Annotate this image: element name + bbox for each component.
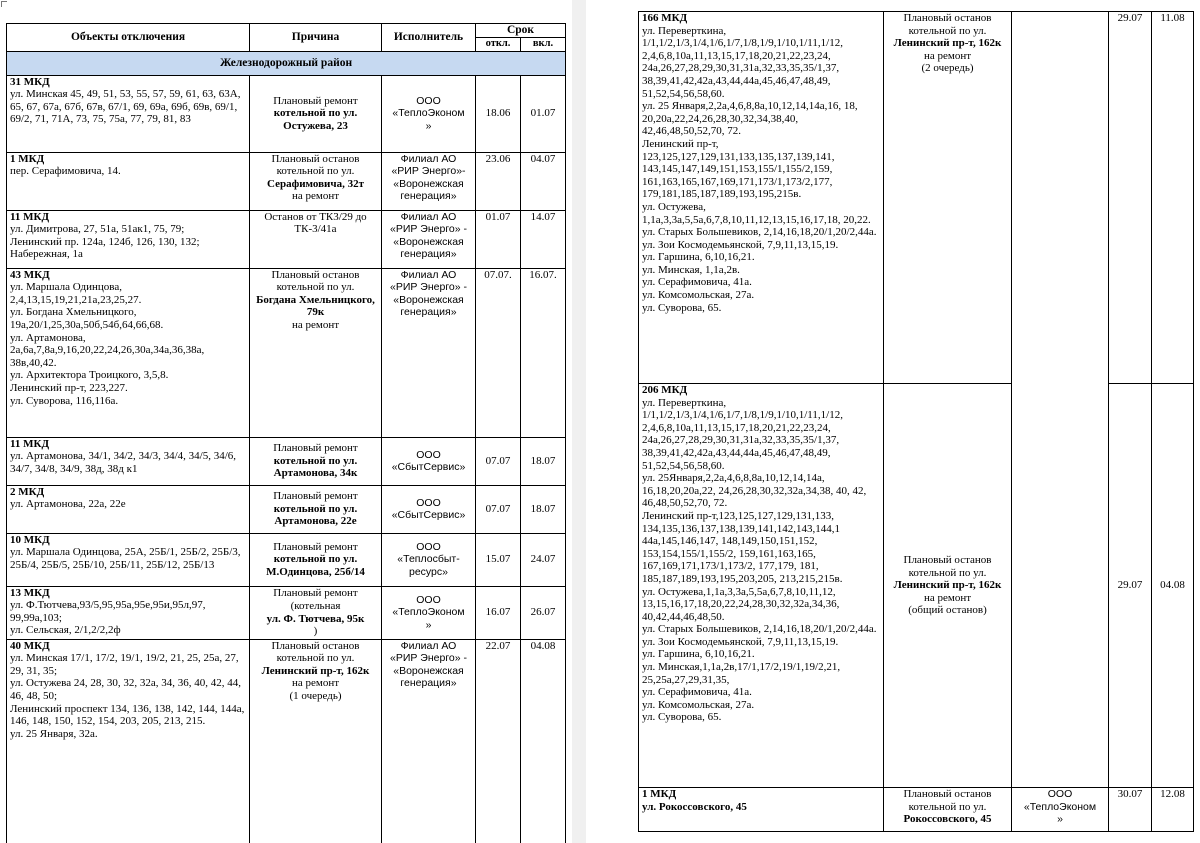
table-row [7,485,566,533]
objects-cell [639,384,884,788]
address-line: ул. Маршала Одинцова, 25А, 25Б/1, 25Б/2, 25Б/3, 25Б/4, 25Б/5, 25Б/10, 25Б/11, 25Б/12, 25Б/13 [10,546,241,571]
date-off: 29.07 [1109,12,1152,384]
building-count: 2 МКД [10,485,45,498]
table-row [7,437,566,485]
objects-cell [7,437,250,485]
address-line: ул. Остужева, 1,1а,3,3а,5,5а,6,7,8,10,11,12,13,15,16,17,18, 20,22. [642,200,871,226]
date-off: 29.07 [1109,384,1152,788]
date-on: 04.08 [521,639,566,843]
address-line: ул. Рокоссовского, 45 [642,800,747,813]
executor-line: ООО [416,94,441,107]
address-line: ул. Старых Большевиков, 2,14,16,18,20/1,20/2,44а. [642,623,877,636]
reason-line: Плановый останов котельной по ул. [271,268,360,294]
executor-line: » [1057,813,1063,826]
table-row [639,788,1194,832]
date-on: 26.07 [521,586,566,639]
address-line: ул. Артамонова, 34/1, 34/2, 34/3, 34/4, 34/5, 34/6, 34/7, 34/8, 34/9, 38д, 38д к1 [10,450,236,475]
executor-line: генерация» [400,306,457,319]
executor-cell [382,268,476,437]
executor-cell [1012,788,1109,832]
header-objects: Объекты отключения [7,24,250,52]
address-line: ул. Ф.Тютчева,93/5,95,95а,95е,95и,95л,97, 99,99а,103; [10,599,206,624]
executor-line: ООО [416,496,441,509]
address-line: ул. Остужева,1,1а,3,3а,5,5а,6,7,8,10,11,12, 13,15,16,17,18,20,22,24,28,30,32,32а,34,36, 40,42,44,46,48,50. [642,585,840,623]
reason-line: (1 очередь) [289,689,342,702]
address-line: ул. Переверткина, 1/1,1/2,1/3,1/4,1/6,1/7,1/8,1/9,1/10,1/11,1/12, 2,4,6,8,10а,11,13,15,17,18,20,21,22,23,24, 24а,26,27,28,29,30,31,31а,32,33,35,35/1,37, 38,39,41,42,42а,43,44,44а,45,46,47,48,49, 51,52,54,56,58,60. [642,396,843,472]
objects-cell [7,639,250,843]
reason-line: ул. Ф. Тютчева, 95к [266,612,365,625]
address-line: ул. Богдана Хмельницкого, 19а,20/1,25,30а,50б,54б,64,66,68. [10,306,164,331]
address-line: ул. Старых Большевиков, 2,14,16,18,20/1,20/2,44а. [642,226,877,239]
date-off: 01.07 [476,210,521,268]
address-line: ул. Маршала Одинцова, 2,4,13,15,19,21,21а,23,25,27. [10,281,142,306]
address-line: Набережная, 1а [10,248,83,261]
date-on: 11.08 [1152,12,1194,384]
executor-line: «Воронежская [393,664,464,677]
address-line: Ленинский пр-т, 223,227. [10,381,128,394]
date-off: 30.07 [1109,788,1152,832]
outage-table-left [6,23,566,843]
executor-line: «Воронежская [393,235,464,248]
executor-cell [382,210,476,268]
address-line: пер. Серафимовича, 14. [10,165,121,178]
reason-line: Плановый ремонт [273,442,358,455]
objects-cell [7,268,250,437]
reason-cell [250,268,382,437]
executor-cell [1012,12,1109,788]
address-line: ул. Артамонова, 2а,6а,7,8а,9,16,20,22,24,26,30а,34а,36,38а, 38в,40,42. [10,331,205,369]
reason-line: котельной по ул. М.Одинцова, 25б/14 [266,553,365,578]
address-line: ул. Минская 17/1, 17/2, 19/1, 19/2, 21, 25, 25а, 27, 29, 31, 35; [10,652,239,677]
date-off: 18.06 [476,75,521,152]
table-row [7,210,566,268]
executor-line: «СбытСервис» [391,509,466,522]
reason-line: Останов от ТК3/29 до ТК-3/41а [264,210,367,236]
executor-line: «Теплосбыт- [397,553,460,566]
reason-cell [250,75,382,152]
executor-cell [382,437,476,485]
header-off: откл. [476,37,521,51]
address-line: ул. Суворова, 65. [642,301,722,314]
address-line: ул. Остужева 24, 28, 30, 32, 32а, 34, 36, 40, 42, 44, 46, 48, 50; [10,677,241,702]
building-count: 11 МКД [10,210,50,223]
executor-line: «ТеплоЭконом [392,107,465,120]
building-count: 1 МКД [10,152,45,165]
table-row [7,586,566,639]
address-line: ул. Гаршина, 6,10,16,21. [642,648,755,661]
reason-line: Плановый останов котельной по ул. [903,788,992,813]
address-line: ул. Гаршина, 6,10,16,21. [642,251,755,264]
header-reason: Причина [250,24,382,52]
reason-cell [884,384,1012,788]
reason-line: Ленинский пр-т, 162к [261,664,370,677]
building-count: 31 МКД [10,75,50,88]
address-line: ул. Сельская, 2/1,2/2,2ф [10,624,121,637]
date-on: 24.07 [521,533,566,586]
executor-line: ООО [416,540,441,553]
table-row [7,533,566,586]
reason-line: Ленинский пр-т, 162к [893,37,1002,50]
date-on: 18.07 [521,485,566,533]
table-move-handle[interactable] [1,1,7,7]
reason-line: на ремонт [291,190,340,203]
reason-line: на ремонт [291,318,340,331]
address-line: Ленинский пр-т, 123,125,127,129,131,133,135,137,139,141, 143,145,147,149,151,153,155/1,155/2,159, 161,163,165,167,169,171,173/1,173/2,177, 179,181,185,187,189,193,195,215в. [642,137,835,201]
reason-cell [884,788,1012,832]
objects-cell [639,12,884,384]
table-row [7,152,566,210]
building-count: 11 МКД [10,437,50,450]
objects-cell [639,788,884,832]
executor-line: Филиал АО [400,152,457,165]
date-on: 04.08 [1152,384,1194,788]
address-line: Ленинский проспект 134, 136, 138, 142, 144, 144а, 146, 148, 150, 152, 154, 203, 205, 213, 215. [10,702,245,728]
document-page-right [586,0,1200,843]
date-on: 14.07 [521,210,566,268]
district-title: Железнодорожный район [7,51,566,75]
date-on: 12.08 [1152,788,1194,832]
reason-cell [250,152,382,210]
address-line: ул. Суворова, 65. [642,711,722,724]
table-row [7,268,566,437]
building-count: 10 МКД [10,533,50,546]
reason-line: Плановый останов котельной по ул. [271,152,360,178]
date-off: 07.07 [476,485,521,533]
address-line: ул. Переверткина, 1/1,1/2,1/3,1/4,1/6,1/7,1/8,1/9,1/10,1/11,1/12, 2,4,6,8,10а,11,13,15,17,18,20,21,22,23,24, 24а,26,27,28,29,30,31,31а,32,33,35,35/1,37, 38,39,41,42,42а,43,44,44а,45,46,47,48,49, 51,52,54,56,58,60. [642,24,843,100]
executor-cell [382,75,476,152]
address-line: ул. Димитрова, 27, 51а, 51ак1, 75, 79; [10,223,185,236]
executor-line: «ТеплоЭконом [1023,800,1097,813]
reason-line: на ремонт [291,677,340,690]
address-line: ул. Комсомольская, 27а. [642,698,755,711]
reason-line: Рокоссовского, 45 [903,813,992,826]
executor-line: Филиал АО [400,268,457,281]
reason-cell [884,12,1012,384]
building-count: 206 МКД [642,384,688,396]
executor-line: ресурс» [409,565,448,578]
address-line: Ленинский пр-т,123,125,127,129,131,133, 134,135,136,137,138,139,141,142,143,144,1 44а,145,146,147, 148,149,150,151,152, 153,154,155/1,155/2, 159,161,163,165, 167,169,171,173/1,173/2, 177,179, 181, 185,187,189,193,195,203,205, 213,215,215в. [642,509,843,585]
executor-line: «Воронежская [393,293,464,306]
reason-line: ) [313,625,318,638]
reason-line: Плановый ремонт [273,490,358,503]
address-line: ул. Зои Космодемьянской, 7,9,11,13,15,19. [642,635,839,648]
reason-line: (общий останов) [908,604,987,617]
executor-line: «РИР Энерго» - [389,281,468,294]
executor-cell [382,485,476,533]
address-line: ул. Комсомольская, 27а. [642,289,755,302]
executor-line: » [425,119,432,132]
executor-line: генерация» [400,248,457,261]
reason-line: на ремонт [923,591,972,604]
building-count: 166 МКД [642,12,688,24]
reason-cell [250,485,382,533]
building-count: 1 МКД [642,788,677,800]
executor-line: генерация» [400,677,457,690]
address-line: ул. 25 Января,2,2а,4,6,8,8а,10,12,14,14а,16, 18, 20,20а,22,24,26,28,30,32,34,38,40, 42,46,48,50,52,70, 72. [642,100,858,138]
table-row [7,75,566,152]
objects-cell [7,152,250,210]
executor-cell [382,152,476,210]
address-line: ул. Суворова, 116,116а. [10,394,119,407]
executor-line: «РИР Энерго» - [389,223,468,236]
date-on: 18.07 [521,437,566,485]
address-line: ул. Зои Космодемьянской, 7,9,11,13,15,19. [642,238,839,251]
reason-line: Ленинский пр-т, 162к [893,579,1002,592]
reason-line: Плановый ремонт [273,94,358,107]
date-off: 15.07 [476,533,521,586]
table-row [639,384,1194,788]
executor-line: «ТеплоЭконом [392,606,465,619]
executor-line: «РИР Энерго» - [389,652,468,665]
executor-line: Филиал АО [400,210,457,223]
table-row [7,639,566,843]
address-line: ул. 25Января,2,2а,4,6,8,8а,10,12,14,14а, 16,18,20,20а,22, 24,26,28,30,32,32а,34,38, 40, 42, 46,48,50,52,70, 72. [642,472,867,510]
address-line: Ленинский пр. 124а, 124б, 126, 130, 132; [10,235,200,248]
objects-cell [7,485,250,533]
reason-line: Плановый ремонт [273,540,358,553]
address-line: ул. Серафимовича, 41а. [642,276,752,289]
reason-cell [250,437,382,485]
reason-line: Плановый останов котельной по ул. [903,12,992,37]
building-count: 43 МКД [10,268,50,281]
date-off: 07.07 [476,437,521,485]
date-on: 04.07 [521,152,566,210]
address-line: ул. Архитектора Троицкого, 3,5,8. [10,369,169,382]
building-count: 13 МКД [10,586,50,599]
date-off: 23.06 [476,152,521,210]
date-on: 01.07 [521,75,566,152]
executor-line: «Воронежская [393,177,464,190]
executor-line: «РИР Энерго»- [391,165,466,178]
address-line: ул. Серафимовича, 41а. [642,686,752,699]
reason-line: Плановый останов котельной по ул. [271,639,360,665]
reason-line: (2 очередь) [921,62,974,75]
address-line: ул. Минская, 1,1а,2в. [642,263,740,276]
executor-line: » [425,618,432,631]
reason-line: котельной по ул. Артамонова, 34к [273,454,358,480]
header-on: вкл. [521,37,566,51]
executor-line: ООО [416,593,441,606]
date-off: 07.07. [476,268,521,437]
date-off: 16.07 [476,586,521,639]
reason-line: Богдана Хмельницкого, 79к [256,293,375,319]
date-off: 22.07 [476,639,521,843]
reason-cell [250,533,382,586]
reason-line: Плановый останов котельной по ул. [903,554,992,579]
date-on: 16.07. [521,268,566,437]
address-line: ул. 25 Января, 32а. [10,727,98,740]
objects-cell [7,75,250,152]
address-line: ул. Минская,1,1а,2в,17/1,17/2,19/1,19/2,21, 25,25а,27,29,31,35, [642,661,841,686]
executor-line: ООО [416,448,441,461]
address-line: ул. Артамонова, 22а, 22е [10,498,126,511]
reason-cell [250,639,382,843]
document-page-left [0,0,572,843]
reason-line: Плановый ремонт (котельная [273,587,358,612]
building-count: 40 МКД [10,639,50,652]
reason-line: Серафимовича, 32т [267,177,364,190]
table-row [639,12,1194,384]
reason-cell [250,586,382,639]
reason-cell [250,210,382,268]
executor-line: генерация» [400,190,457,203]
reason-line: на ремонт [923,49,972,62]
objects-cell [7,586,250,639]
executor-cell [382,533,476,586]
address-line: ул. Минская 45, 49, 51, 53, 55, 57, 59, 61, 63, 63А, 65, 67, 67а, 67б, 67в, 67/1, 69, 69а, 69б, 69в, 69/1, 69/2, 71, 71А, 73, 75, 75а, 77, 79, 81, 83 [10,88,241,126]
executor-line: «СбытСервис» [391,461,466,474]
header-term: Срок [476,24,566,38]
executor-cell [382,586,476,639]
objects-cell [7,533,250,586]
executor-line: Филиал АО [400,639,457,652]
executor-line: ООО [1047,788,1073,800]
executor-cell [382,639,476,843]
reason-line: котельной по ул. Остужева, 23 [273,107,358,132]
objects-cell [7,210,250,268]
outage-table-right [638,11,1194,832]
header-executor: Исполнитель [382,24,476,52]
reason-line: котельной по ул. Артамонова, 22е [273,502,358,528]
